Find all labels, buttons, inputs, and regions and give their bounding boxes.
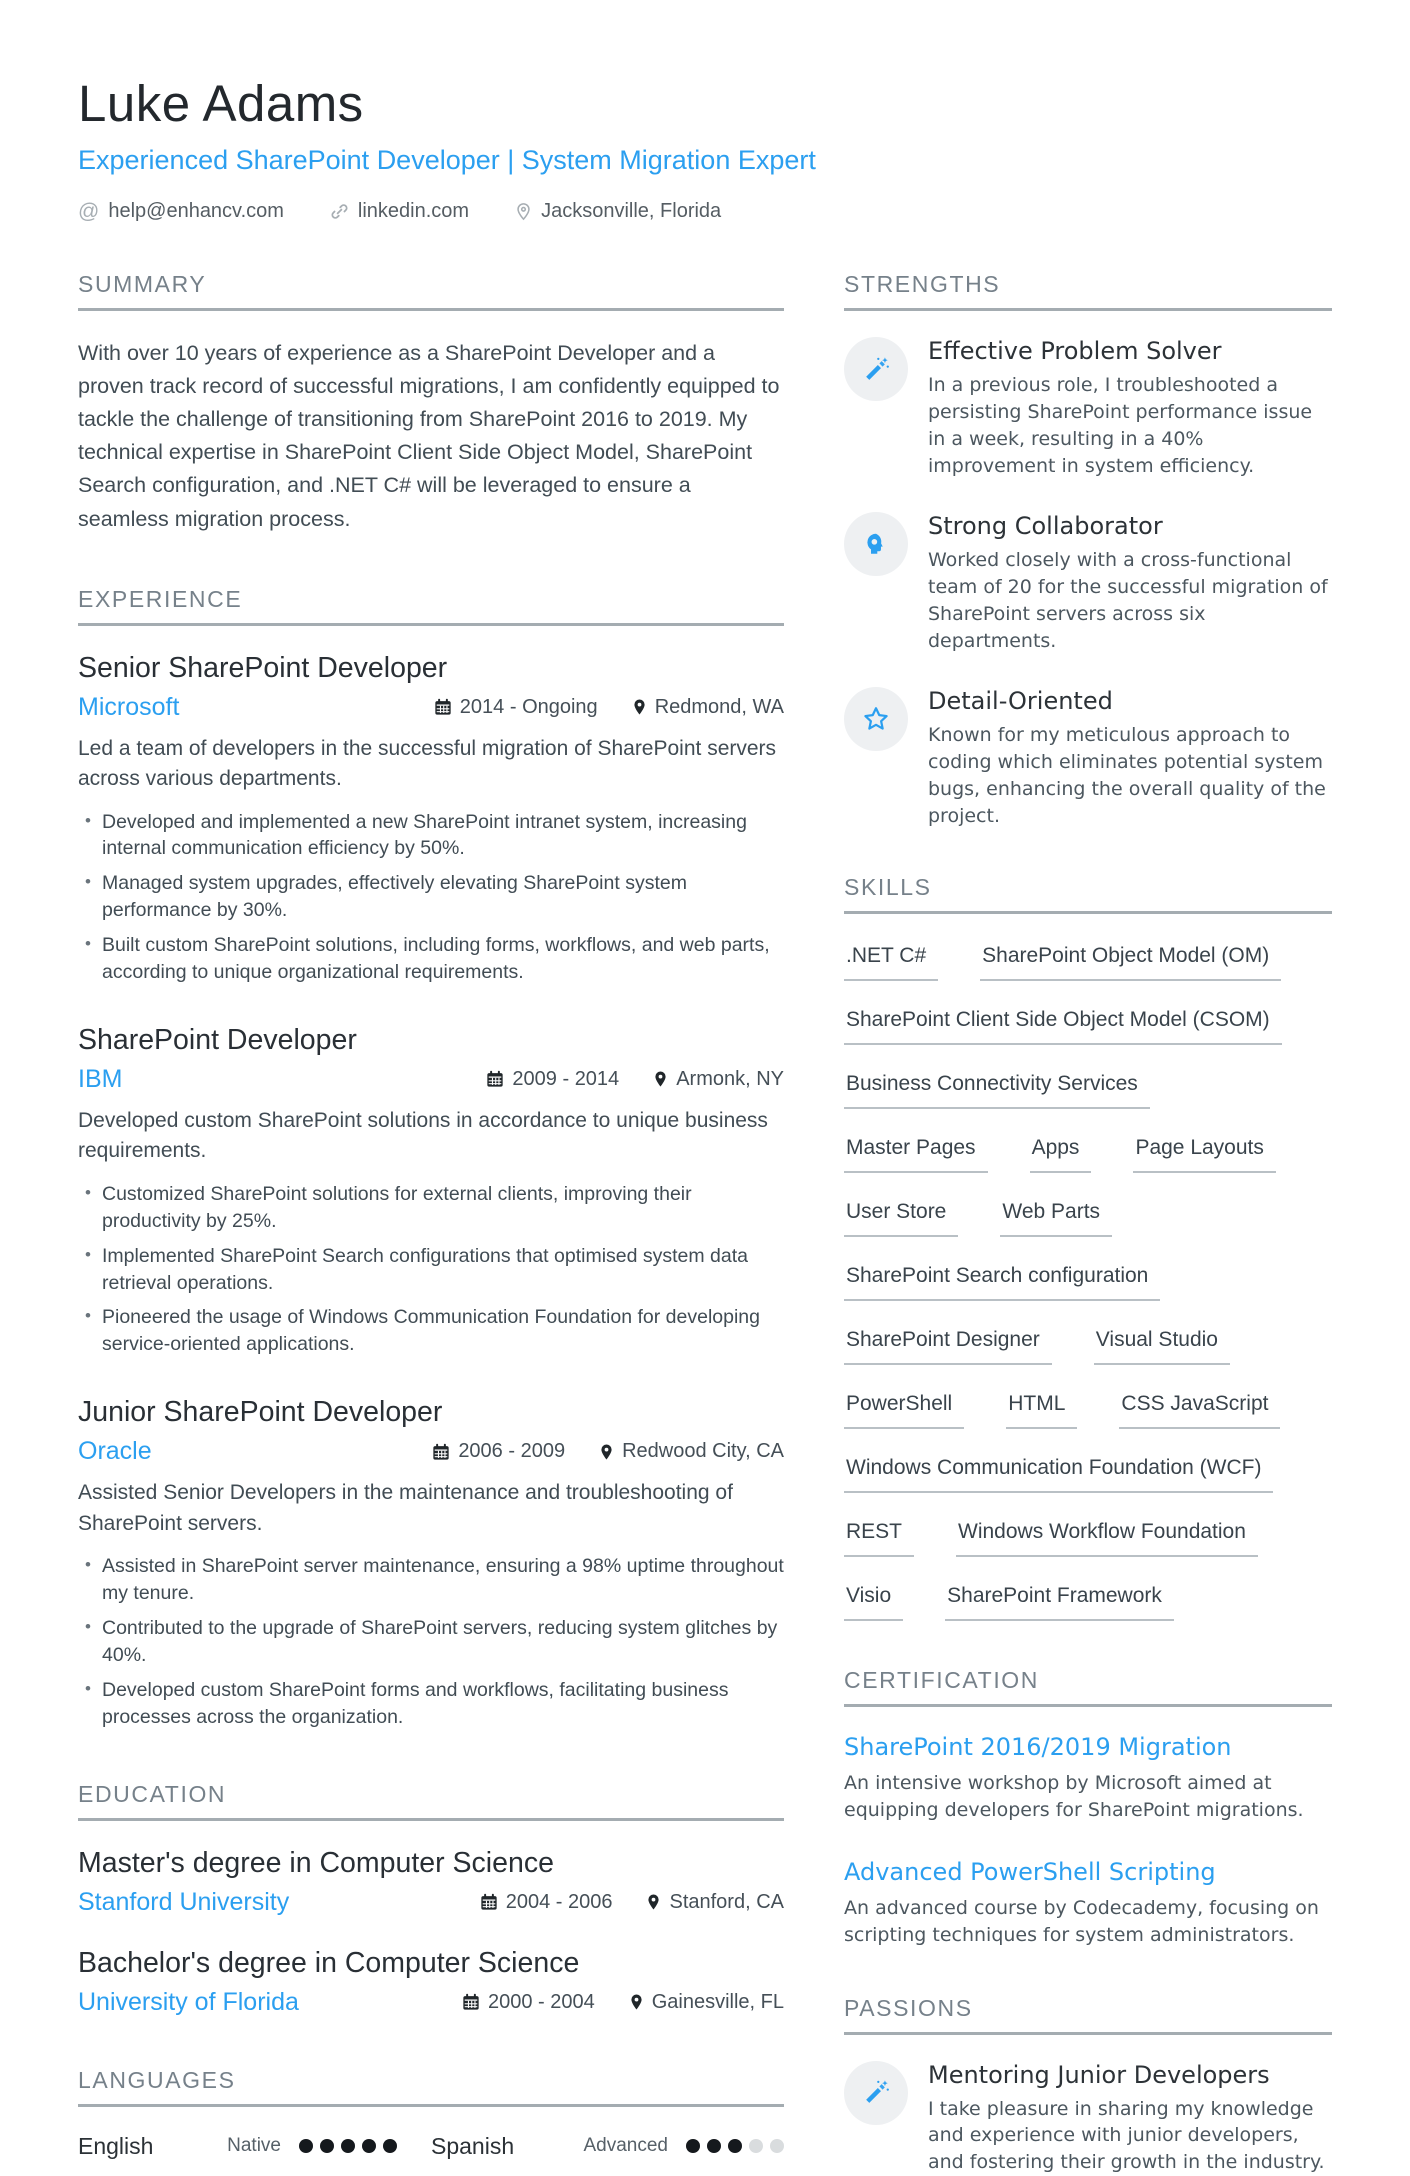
certification-item xyxy=(844,1733,1332,1824)
job-location xyxy=(599,1440,784,1463)
level-dot xyxy=(362,2139,376,2153)
calendar-icon xyxy=(434,698,452,716)
education-entry xyxy=(78,1947,784,2017)
skill-tag: SharePoint Client Side Object Model (CSOM) xyxy=(844,1008,1282,1045)
skill-tag: PowerShell xyxy=(844,1392,964,1429)
pin-icon xyxy=(599,1443,614,1461)
languages-section xyxy=(78,2067,784,2160)
contact-linkedin-text: linkedin.com xyxy=(358,200,469,223)
degree-dates xyxy=(480,1891,613,1914)
company-name: IBM xyxy=(78,1065,122,1094)
job-location xyxy=(653,1068,784,1091)
pin-icon xyxy=(646,1893,661,1911)
strength-item xyxy=(844,687,1332,830)
language-name: Spanish xyxy=(431,2133,583,2160)
strength-title: Detail-Oriented xyxy=(928,687,1332,715)
bullet-item: • Pioneered the usage of Windows Communication Foundation for developing service-oriented applications. xyxy=(78,1304,784,1358)
certification-title: SharePoint 2016/2019 Migration xyxy=(844,1733,1332,1761)
language-level: Native xyxy=(227,2135,281,2157)
experience-section xyxy=(78,586,784,1731)
level-dot xyxy=(341,2139,355,2153)
contact-linkedin[interactable] xyxy=(330,200,469,223)
contact-email[interactable] xyxy=(78,200,284,223)
contact-email-text: help@enhancv.com xyxy=(108,200,284,223)
job-description: Developed custom SharePoint solutions in accordance to unique business requirements. xyxy=(78,1106,784,1167)
language-level-dots xyxy=(299,2139,397,2153)
experience-heading: EXPERIENCE xyxy=(78,586,784,626)
calendar-icon xyxy=(432,1443,450,1461)
strength-text: Worked closely with a cross-functional team of 20 for the successful migration of SharePoint servers across six departments. xyxy=(928,547,1332,655)
level-dot xyxy=(770,2139,784,2153)
skill-tag: HTML xyxy=(1006,1392,1077,1429)
job-location-text: Redwood City, CA xyxy=(622,1440,784,1463)
job-location-text: Redmond, WA xyxy=(655,696,784,719)
star-icon xyxy=(844,687,908,751)
strengths-section xyxy=(844,271,1332,830)
company-name: Oracle xyxy=(78,1437,152,1466)
wand-icon xyxy=(844,337,908,401)
bullet-item: • Customized SharePoint solutions for external clients, improving their productivity by 25%. xyxy=(78,1181,784,1235)
strength-text: Known for my meticulous approach to coding which eliminates potential system bugs, enhancing the overall quality of the project. xyxy=(928,722,1332,830)
language-item xyxy=(78,2133,431,2160)
job-entry xyxy=(78,652,784,986)
pin-icon xyxy=(515,202,532,221)
person-name: Luke Adams xyxy=(78,74,1332,133)
calendar-icon xyxy=(480,1893,498,1911)
calendar-icon xyxy=(462,1993,480,2011)
headline: Experienced SharePoint Developer | System Migration Expert xyxy=(78,145,1332,176)
strength-item xyxy=(844,512,1332,655)
degree-dates-text: 2004 - 2006 xyxy=(506,1891,613,1914)
bullet-item: • Developed custom SharePoint forms and workflows, facilitating business processes across the organization. xyxy=(78,1677,784,1731)
bullet-item: • Assisted in SharePoint server maintenance, ensuring a 98% uptime throughout my tenure. xyxy=(78,1553,784,1607)
job-dates-text: 2006 - 2009 xyxy=(458,1440,565,1463)
language-level: Advanced xyxy=(583,2135,668,2157)
skill-tag: .NET C# xyxy=(844,944,938,981)
passion-text: I take pleasure in sharing my knowledge and experience with junior developers, and fostering their growth in the industry. xyxy=(928,2096,1332,2176)
certification-item xyxy=(844,1858,1332,1949)
company-name: Microsoft xyxy=(78,693,179,722)
bullet-item: • Managed system upgrades, effectively elevating SharePoint system performance by 30%. xyxy=(78,870,784,924)
level-dot xyxy=(749,2139,763,2153)
level-dot xyxy=(686,2139,700,2153)
certification-heading: CERTIFICATION xyxy=(844,1667,1332,1707)
summary-heading: SUMMARY xyxy=(78,271,784,311)
job-entry xyxy=(78,1024,784,1358)
contact-location-text: Jacksonville, Florida xyxy=(541,200,721,223)
languages-heading: LANGUAGES xyxy=(78,2067,784,2107)
contact-row xyxy=(78,200,1332,223)
strength-text: In a previous role, I troubleshooted a persisting SharePoint performance issue in a week, resulting in a 40% improvement in system efficiency. xyxy=(928,372,1332,480)
skill-tag: SharePoint Framework xyxy=(945,1584,1174,1621)
education-section xyxy=(78,1781,784,2017)
job-dates-text: 2014 - Ongoing xyxy=(460,696,598,719)
education-heading: EDUCATION xyxy=(78,1781,784,1821)
degree-location-text: Gainesville, FL xyxy=(652,1991,784,2014)
job-dates-text: 2009 - 2014 xyxy=(512,1068,619,1091)
passion-item xyxy=(844,2061,1332,2176)
job-entry xyxy=(78,1396,784,1730)
wand-icon xyxy=(844,2061,908,2125)
skill-tag: Windows Workflow Foundation xyxy=(956,1520,1258,1557)
head-icon xyxy=(844,512,908,576)
job-title: Senior SharePoint Developer xyxy=(78,652,784,685)
job-location-text: Armonk, NY xyxy=(676,1068,784,1091)
language-level-dots xyxy=(686,2139,784,2153)
skill-tag: REST xyxy=(844,1520,914,1557)
level-dot xyxy=(707,2139,721,2153)
level-dot xyxy=(383,2139,397,2153)
passions-section xyxy=(844,1995,1332,2176)
skills-heading: SKILLS xyxy=(844,874,1332,914)
job-dates xyxy=(434,696,598,719)
degree-location xyxy=(629,1991,784,2014)
passion-title: Mentoring Junior Developers xyxy=(928,2061,1332,2089)
job-title: Junior SharePoint Developer xyxy=(78,1396,784,1429)
level-dot xyxy=(299,2139,313,2153)
bullet-item: • Implemented SharePoint Search configurations that optimised system data retrieval operations. xyxy=(78,1243,784,1297)
passions-heading: PASSIONS xyxy=(844,1995,1332,2035)
degree-dates xyxy=(462,1991,595,2014)
at-icon: @ xyxy=(78,201,99,222)
skill-tag: Master Pages xyxy=(844,1136,988,1173)
skill-tag: Business Connectivity Services xyxy=(844,1072,1150,1109)
bullet-item: • Contributed to the upgrade of SharePoint servers, reducing system glitches by 40%. xyxy=(78,1615,784,1669)
job-location xyxy=(632,696,784,719)
skill-tag: Web Parts xyxy=(1000,1200,1112,1237)
certification-text: An intensive workshop by Microsoft aimed at equipping developers for SharePoint migrations. xyxy=(844,1770,1332,1824)
summary-section xyxy=(78,271,784,536)
skill-tag: Apps xyxy=(1030,1136,1092,1173)
skill-tag: SharePoint Search configuration xyxy=(844,1264,1160,1301)
skill-tag: Windows Communication Foundation (WCF) xyxy=(844,1456,1273,1493)
bullet-item: • Built custom SharePoint solutions, including forms, workflows, and web parts, according to unique organizational requirements. xyxy=(78,932,784,986)
language-name: English xyxy=(78,2133,227,2160)
degree-title: Master's degree in Computer Science xyxy=(78,1847,784,1880)
job-description: Led a team of developers in the successful migration of SharePoint servers across various departments. xyxy=(78,734,784,795)
skill-tag: SharePoint Object Model (OM) xyxy=(980,944,1281,981)
certification-text: An advanced course by Codecademy, focusing on scripting techniques for system administrators. xyxy=(844,1895,1332,1949)
skills-section xyxy=(844,874,1332,1621)
pin-icon xyxy=(632,698,647,716)
degree-location xyxy=(646,1891,784,1914)
skill-tag: User Store xyxy=(844,1200,958,1237)
degree-dates-text: 2000 - 2004 xyxy=(488,1991,595,2014)
skill-tag: CSS JavaScript xyxy=(1119,1392,1280,1429)
skill-tag: SharePoint Designer xyxy=(844,1328,1052,1365)
resume-header xyxy=(78,74,1332,223)
skills-list xyxy=(844,940,1332,1621)
strengths-heading: STRENGTHS xyxy=(844,271,1332,311)
school-name: Stanford University xyxy=(78,1888,289,1917)
skill-tag: Visio xyxy=(844,1584,903,1621)
skill-tag: Page Layouts xyxy=(1133,1136,1275,1173)
pin-icon xyxy=(653,1070,668,1088)
degree-title: Bachelor's degree in Computer Science xyxy=(78,1947,784,1980)
level-dot xyxy=(728,2139,742,2153)
job-description: Assisted Senior Developers in the maintenance and troubleshooting of SharePoint servers. xyxy=(78,1478,784,1539)
job-title: SharePoint Developer xyxy=(78,1024,784,1057)
link-icon xyxy=(330,202,349,221)
strength-item xyxy=(844,337,1332,480)
strength-title: Effective Problem Solver xyxy=(928,337,1332,365)
degree-location-text: Stanford, CA xyxy=(669,1891,784,1914)
education-entry xyxy=(78,1847,784,1917)
language-item xyxy=(431,2133,784,2160)
level-dot xyxy=(320,2139,334,2153)
skill-tag: Visual Studio xyxy=(1094,1328,1230,1365)
school-name: University of Florida xyxy=(78,1988,299,2017)
certification-title: Advanced PowerShell Scripting xyxy=(844,1858,1332,1886)
contact-location xyxy=(515,200,721,223)
summary-text: With over 10 years of experience as a SharePoint Developer and a proven track record of successful migrations, I am confidently equipped to tackle the challenge of transitioning from SharePoint 2016 to 2019. My technical expertise in SharePoint Client Side Object Model, SharePoint Search configuration, and .NET C# will be leveraged to ensure a seamless migration process. xyxy=(78,337,784,536)
bullet-item: • Developed and implemented a new SharePoint intranet system, increasing internal communication efficiency by 50%. xyxy=(78,809,784,863)
certification-section xyxy=(844,1667,1332,1949)
pin-icon xyxy=(629,1993,644,2011)
strength-title: Strong Collaborator xyxy=(928,512,1332,540)
calendar-icon xyxy=(486,1070,504,1088)
job-dates xyxy=(486,1068,619,1091)
job-dates xyxy=(432,1440,565,1463)
